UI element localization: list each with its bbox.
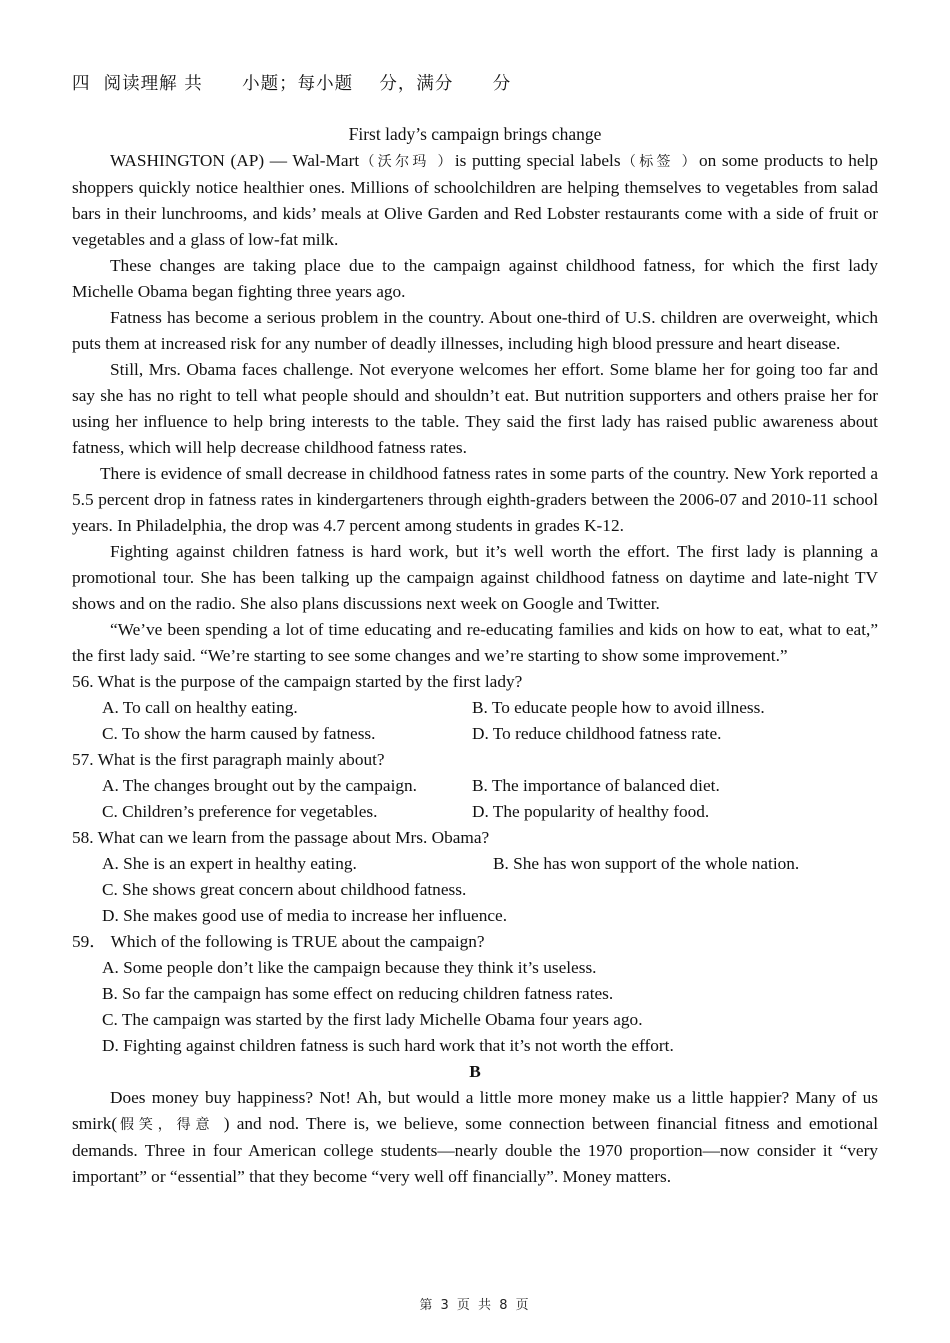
option-c: C. To show the harm caused by fatness. bbox=[102, 724, 376, 743]
page-footer: 第 3 页 共 8 页 bbox=[419, 1298, 531, 1313]
paragraph: Fighting against children fatness is hard work, but it’s well worth the effort. The first lady is planning a promotional tour. She has been talking up the campaign against childhood fatness on daytime and late-night TV shows and on the radio. She also plans discussions next week on Google and Twitter. bbox=[72, 542, 878, 613]
option-b: B. So far the campaign has some effect on reducing children fatness rates. bbox=[102, 984, 614, 1003]
option-a: A. To call on healthy eating. bbox=[102, 698, 298, 717]
option-c: C. The campaign was started by the first lady Michelle Obama four years ago. bbox=[102, 1010, 643, 1029]
option-b: B. She has won support of the whole nation. bbox=[493, 854, 800, 873]
paragraph: Fatness has become a serious problem in the country. About one-third of U.S. children are overweight, which puts them at increased risk for any number of deadly illnesses, including high blood pressure and heart disease. bbox=[72, 308, 878, 353]
option-d: D. She makes good use of media to increase her influence. bbox=[102, 906, 508, 925]
option-c: C. She shows great concern about childhood fatness. bbox=[102, 880, 467, 899]
option-b: B. The importance of balanced diet. bbox=[472, 776, 720, 795]
paragraph: WASHINGTON (AP) — Wal-Mart（沃尔玛 ）is putting special labels（标签 ）on some products to help shoppers quickly notice healthier ones. Millions of schoolchildren are helping themselves to vegetables from salad bars in their lunchrooms, and kids’ meals at Olive Garden and Red Lobster restaurants come with a side of fruit or vegetables and a glass of low-fat milk. bbox=[72, 151, 879, 249]
option-a: A. Some people don’t like the campaign because they think it’s useless. bbox=[102, 958, 597, 977]
passage-b-label: B bbox=[469, 1062, 481, 1081]
option-d: D. The popularity of healthy food. bbox=[472, 802, 710, 821]
passage-a-title: First lady’s campaign brings change bbox=[348, 124, 602, 144]
option-d: D. To reduce childhood fatness rate. bbox=[472, 724, 722, 743]
question-stem: 57. What is the first paragraph mainly about? bbox=[72, 750, 385, 769]
question-stem: 56. What is the purpose of the campaign started by the first lady? bbox=[72, 672, 523, 691]
question-stem: 58. What can we learn from the passage about Mrs. Obama? bbox=[72, 828, 490, 847]
paragraph: There is evidence of small decrease in childhood fatness rates in some parts of the country. New York reported a 5.5 percent drop in fatness rates in kindergarteners through eighth-graders between the 2006-07 and 2010-11 school years. In Philadelphia, the drop was 4.7 percent among students in grades K-12. bbox=[72, 464, 878, 535]
option-a: A. She is an expert in healthy eating. bbox=[102, 854, 357, 873]
question-59 bbox=[72, 929, 878, 1059]
paragraph: Still, Mrs. Obama faces challenge. Not everyone welcomes her effort. Some blame her for going too far and say she has no right to tell what people should and shouldn’t eat. But nutrition supporters and others praise her for using her influence to help bring interests to the table. They said the first lady has raised public awareness about fatness, which will help decrease childhood fatness rates. bbox=[72, 360, 878, 457]
option-c: C. Children’s preference for vegetables. bbox=[102, 802, 378, 821]
passage-body bbox=[72, 148, 878, 1190]
section-header: 四 阅读理解 共 小题；每小题 分，满分 分 bbox=[72, 74, 512, 94]
paragraph: These changes are taking place due to the campaign against childhood fatness, for which the first lady Michelle Obama began fighting three years ago. bbox=[72, 256, 878, 301]
question-57 bbox=[72, 747, 878, 825]
question-stem: 59． Which of the following is TRUE about the campaign? bbox=[72, 932, 485, 951]
option-a: A. The changes brought out by the campaign. bbox=[102, 776, 417, 795]
option-b: B. To educate people how to avoid illness. bbox=[472, 698, 765, 717]
question-56 bbox=[72, 669, 878, 747]
paragraph: Does money buy happiness? Not! Ah, but would a little more money make us a little happier? Many of us smirk(假笑，得意 ) and nod. There is, we believe, some connection between financial fitness and emotional demands. Three in four American college students—nearly double the 1970 proportion—now consider it “very important” or “essential” that they become “very well off financially”. Money matters. bbox=[72, 1088, 878, 1186]
paragraph: “We’ve been spending a lot of time educating and re-educating families and kids on how to eat, what to eat,” the first lady said. “We’re starting to see some changes and we’re starting to show some improvement.” bbox=[72, 620, 878, 665]
option-d: D. Fighting against children fatness is such hard work that it’s not worth the effort. bbox=[102, 1036, 674, 1055]
question-58 bbox=[72, 825, 878, 929]
